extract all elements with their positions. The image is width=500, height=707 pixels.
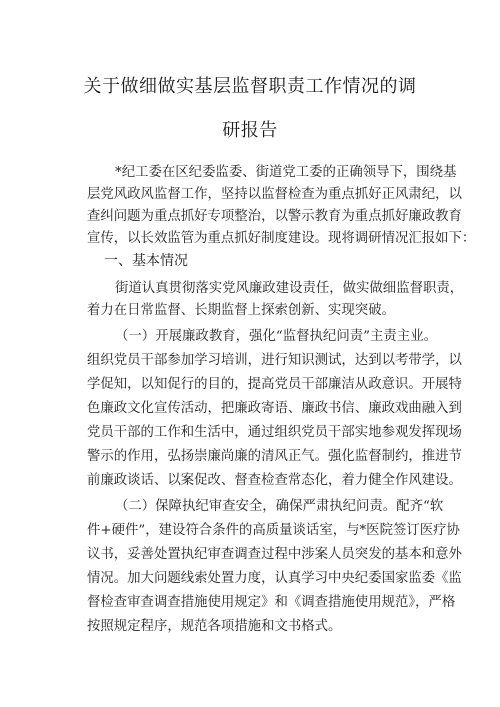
section-intro-line: 街道认真贯彻落实党风廉政建设责任，做实做细监督职责， <box>115 281 464 296</box>
paragraph-1-line: 党员干部的工作和生活中，通过组织党员干部实地参观发挥现场 <box>87 425 462 440</box>
paragraph-1-line: 警示的作用，弘扬崇廉尚廉的清风正气。强化监督制约，推进节 <box>87 449 462 464</box>
section-heading: 一、基本情况 <box>104 253 188 269</box>
paragraph-1-line: 前廉政谈话、以案促改、督查检查常态化，着力健全作风建设。 <box>87 473 462 488</box>
intro-line: *纪工委在区纪委监委、街道党工委的正确领导下，围绕基 <box>115 165 457 180</box>
intro-line: 层党风政风监督工作，坚持以监督检查为重点抓好正风肃纪，以 <box>87 187 462 202</box>
paragraph-2-line: 情况。加大问题线索处置力度，认真学习中央纪委国家监委《监 <box>87 571 462 586</box>
paragraph-1-line: 学促知，以知促行的目的，提高党员干部廉洁从政意识。开展特 <box>87 377 462 392</box>
paragraph-1-line: 组织党员干部参加学习培训，进行知识测试，达到以考带学，以 <box>87 353 462 368</box>
intro-line: 宣传，以长效监管为重点抓好制度建设。现将调研情况汇报如下： <box>87 231 476 246</box>
section-intro-line: 着力在日常监督、长期监督上探索创新、实现突破。 <box>87 303 395 318</box>
paragraph-2-line: 件+硬件”，建设符合条件的高质量谈话室，与*医院签订医疗协 <box>87 523 460 538</box>
document-title-line-1: 关于做细做实基层监督职责工作情况的调 <box>83 76 417 97</box>
paragraph-1-line: 色廉政文化宣传活动，把廉政寄语、廉政书信、廉政戏曲融入到 <box>87 401 462 416</box>
paragraph-2-line: 督检查审查调查措施使用规定》和《调查措施使用规范》，严格 <box>87 595 456 610</box>
paragraph-2-line: （二）保障执纪审查安全，确保严肃执纪问责。配齐“软 <box>115 499 444 514</box>
paragraph-2-line: 按照规定程序，规范各项措施和文书格式。 <box>87 619 342 634</box>
intro-line: 查纠问题为重点抓好专项整治，以警示教育为重点抓好廉政教育 <box>87 209 462 224</box>
document-title-line-2: 研报告 <box>222 120 278 141</box>
paragraph-2-line: 议书，妥善处置执纪审查调查过程中涉案人员突发的基本和意外 <box>87 547 462 562</box>
paragraph-1-line: （一）开展廉政教育，强化“监督执纪问责”主责主业。 <box>115 329 437 344</box>
